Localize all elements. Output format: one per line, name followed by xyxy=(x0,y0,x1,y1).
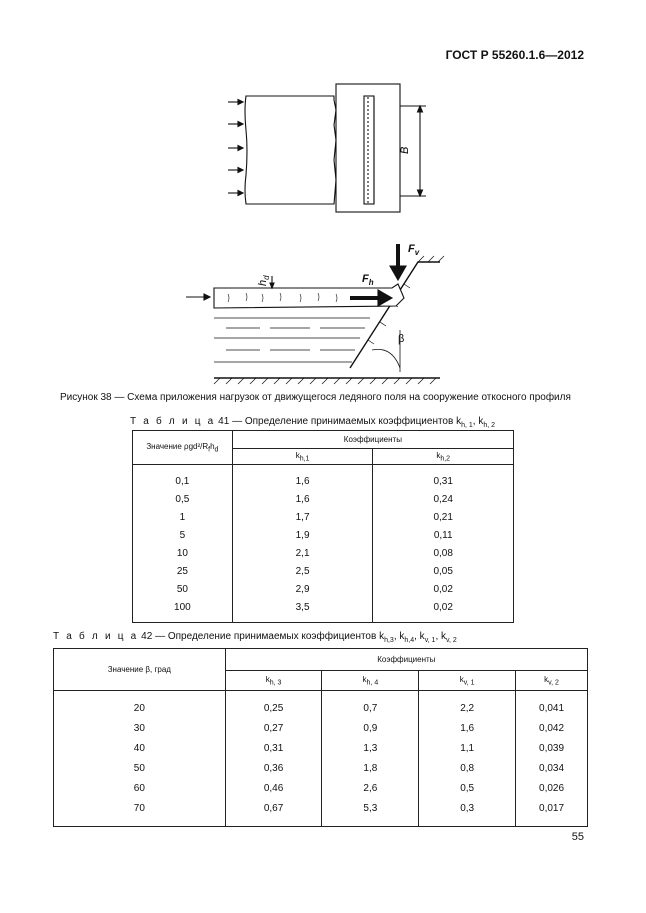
table42 xyxy=(53,648,588,827)
table-row: 25 2,5 0,05 xyxy=(133,563,514,581)
table42-col0-header: Значение β, град xyxy=(54,649,226,691)
table42-group-header: Коэффициенты xyxy=(225,649,587,671)
table41-col0-header: Значение ρgd²/$R_fh_d$ xyxy=(133,431,233,465)
table-row: 40 0,31 1,3 1,1 0,039 xyxy=(54,739,588,759)
table41-title: Т а б л и ц а 41 — Определение принимаемых коэффициентов $k_{h, 1}$, $k_{h, 2}$ xyxy=(130,416,496,429)
table-row: 0,1 1,6 0,31 xyxy=(133,473,514,491)
table-row: 10 2,1 0,08 xyxy=(133,545,514,563)
table-row: 50 0,36 1,8 0,8 0,034 xyxy=(54,759,588,779)
table42-subheader-kh4: $k_{h, 4}$ xyxy=(322,671,419,691)
table-row: 1 1,7 0,21 xyxy=(133,509,514,527)
section-view xyxy=(186,244,444,384)
table-row: 20 0,25 0,7 2,2 0,041 xyxy=(54,699,588,719)
table-row: 0,5 1,6 0,24 xyxy=(133,491,514,509)
table-row: 50 2,9 0,02 xyxy=(133,581,514,599)
beta-label: β xyxy=(398,333,405,345)
table-row: 5 1,9 0,11 xyxy=(133,527,514,545)
dimension-b-label: B xyxy=(399,146,411,154)
fv-label: $F_v$ xyxy=(408,243,420,257)
table42-subheader-kv1: $k_{v, 1}$ xyxy=(419,671,516,691)
table41-group-header: Коэффициенты xyxy=(232,431,513,449)
table-row: 100 3,5 0,02 xyxy=(133,599,514,617)
figure-caption: Рисунок 38 — Схема приложения нагрузок от движущегося ледяного поля на сооружение откосного профиля xyxy=(60,392,571,403)
table42-subheader-kv2: $k_{v, 2}$ xyxy=(516,671,588,691)
table-row: 30 0,27 0,9 1,6 0,042 xyxy=(54,719,588,739)
fh-label: $F_h$ xyxy=(362,273,374,287)
table41 xyxy=(132,430,514,623)
page-number: 55 xyxy=(571,831,584,843)
figure-38-diagram xyxy=(0,0,646,400)
table-row: 60 0,46 2,6 0,5 0,026 xyxy=(54,779,588,799)
table-row: 70 0,67 5,3 0,3 0,017 xyxy=(54,799,588,819)
table41-subheader-kh2: $k_{h,2}$ xyxy=(373,449,514,465)
table42-subheader-kh3: $k_{h, 3}$ xyxy=(225,671,322,691)
table42-title: Т а б л и ц а 42 — Определение принимаемых коэффициентов $k_{h,3}$, $k_{h,4}$, $k_{v, 1}$, $k_{v, 2}$ xyxy=(53,631,457,644)
table41-subheader-kh1: $k_{h,1}$ xyxy=(232,449,373,465)
document-header: ГОСТ Р 55260.1.6—2012 xyxy=(445,48,584,62)
load-arrows-plan xyxy=(228,100,243,196)
hd-label: $h_d$ xyxy=(257,275,271,286)
plan-view xyxy=(228,84,426,212)
